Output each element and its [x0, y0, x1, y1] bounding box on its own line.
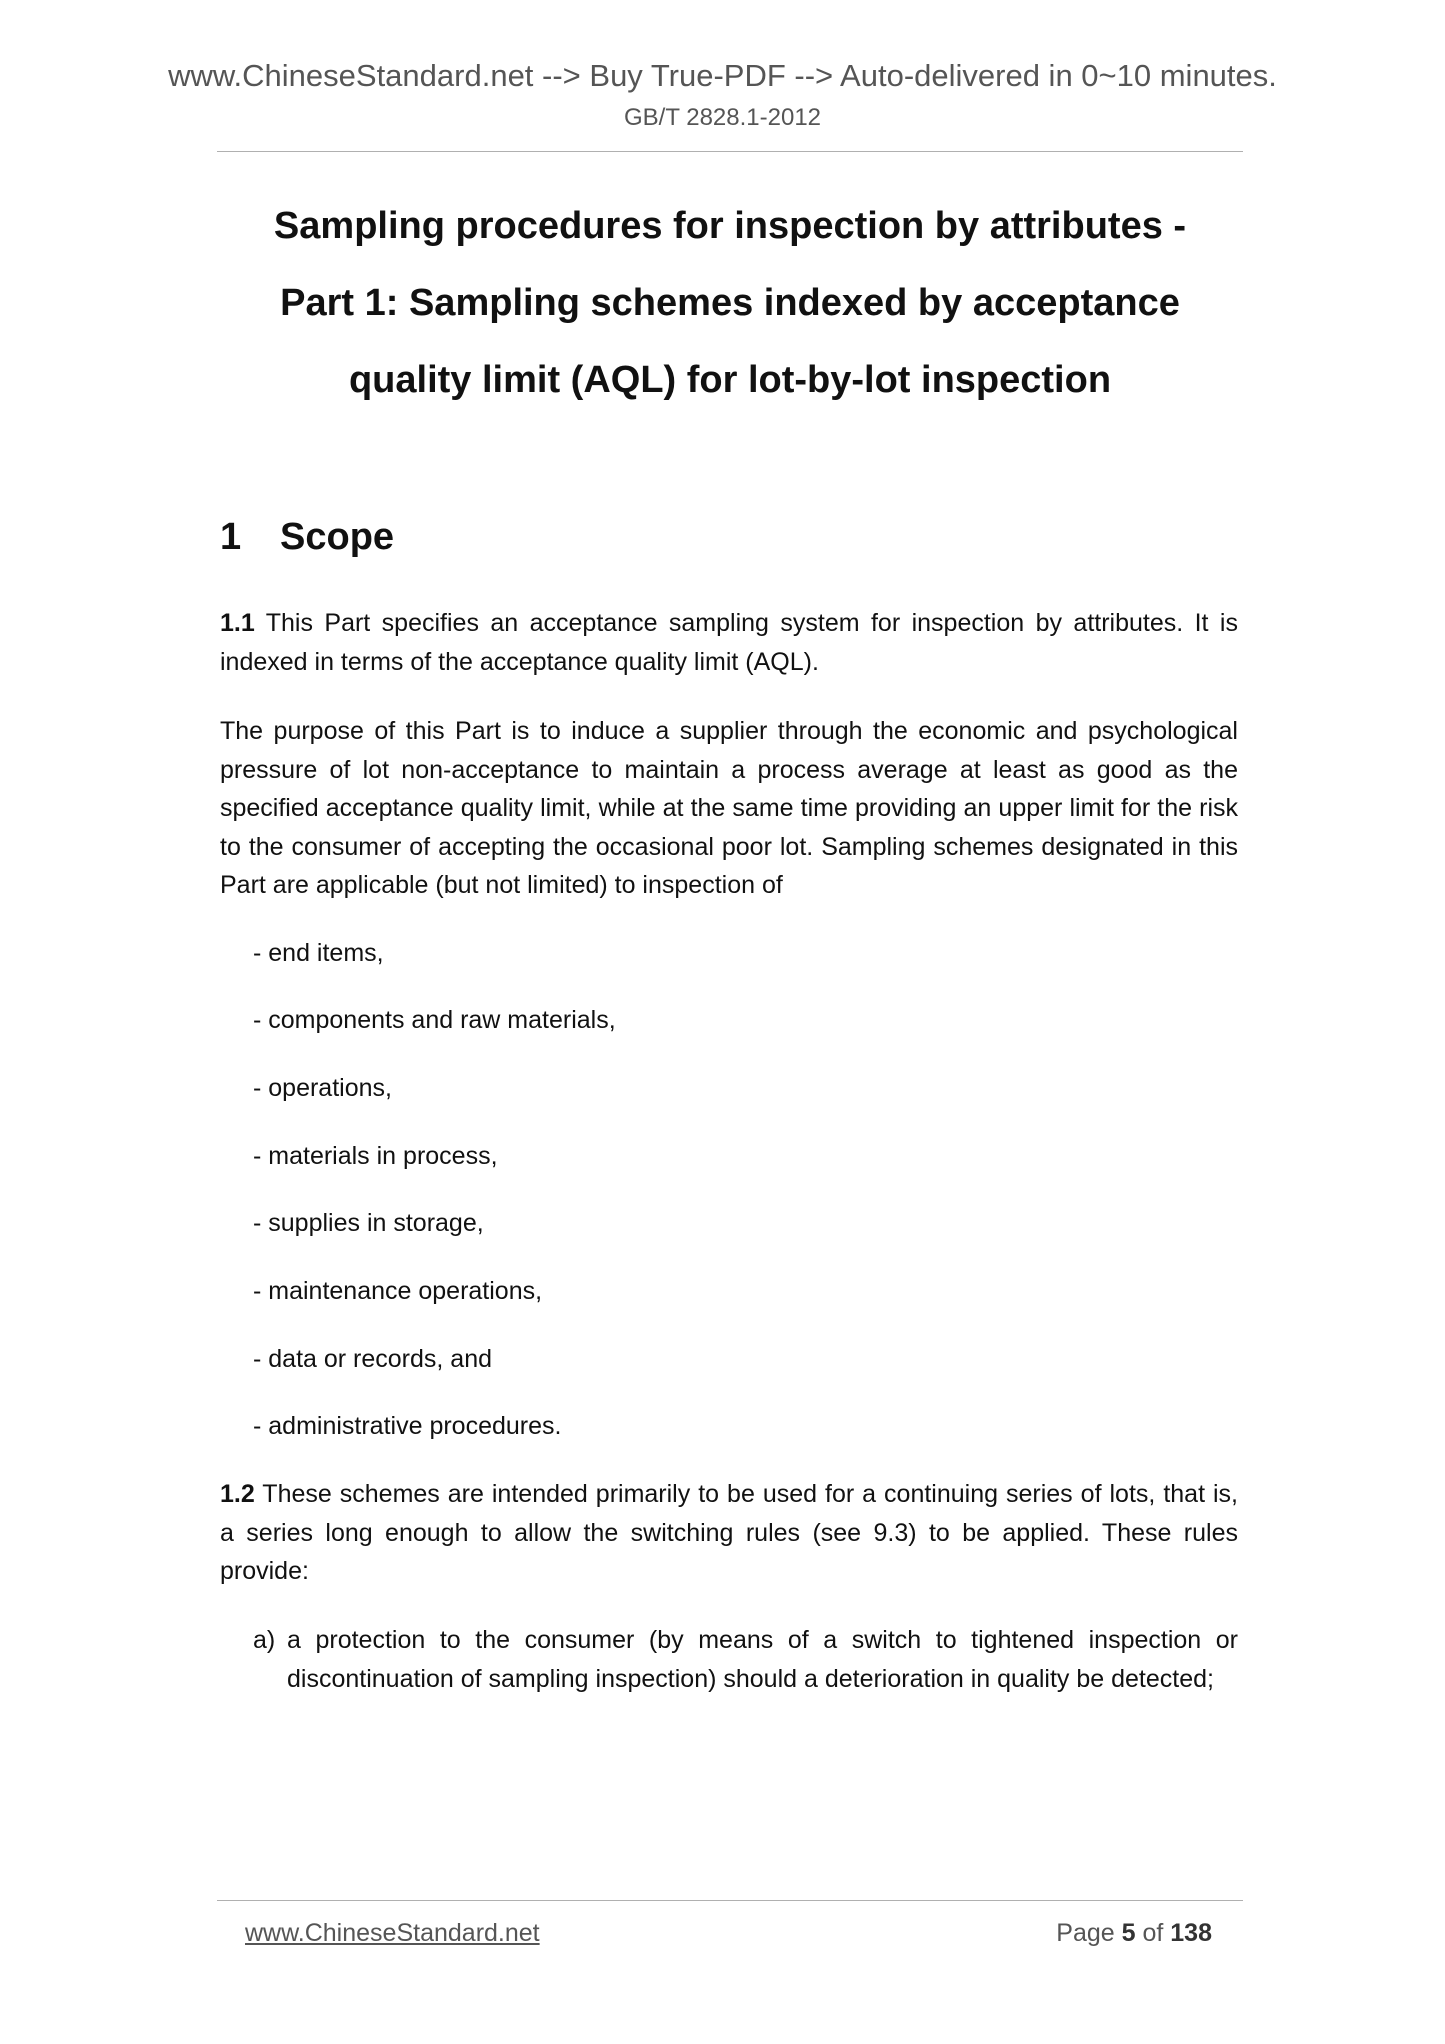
list-item: - maintenance operations, — [253, 1277, 543, 1305]
page-current: 5 — [1121, 1919, 1136, 1947]
clause-number: 1.1 — [220, 609, 255, 637]
clause-number: 1.2 — [220, 1480, 255, 1508]
title-line-2: Part 1: Sampling schemes indexed by acceptance — [280, 282, 1180, 324]
title-line-1: Sampling procedures for inspection by attributes - — [273, 205, 1187, 247]
rule-item-a — [253, 1621, 1238, 1698]
clause-1-1 — [220, 604, 1238, 681]
footer-website-link[interactable]: www.ChineseStandard.net — [245, 1919, 540, 1947]
rule-label: a) — [253, 1626, 276, 1654]
page-indicator — [1056, 1919, 1212, 1948]
rule-text: a protection to the consumer (by means of a switch to tightened inspection or discontinuation of sampling inspection) should a deterioration in quality be detected; — [287, 1626, 1238, 1693]
section-title: Scope — [280, 516, 395, 558]
list-item: - components and raw materials, — [253, 1006, 616, 1034]
standard-code: GB/T 2828.1-2012 — [623, 104, 822, 131]
section-number: 1 — [220, 516, 242, 558]
section-heading-scope — [220, 516, 394, 559]
list-item: - data or records, and — [253, 1345, 493, 1373]
list-item: - administrative procedures. — [253, 1412, 562, 1440]
page-total: 138 — [1170, 1919, 1212, 1947]
list-item: - end items, — [253, 939, 384, 967]
list-item: - materials in process, — [253, 1142, 498, 1170]
page-of: of — [1142, 1919, 1164, 1947]
header-banner: www.ChineseStandard.net --> Buy True-PDF --> Auto-delivered in 0~10 minutes. — [168, 58, 1277, 93]
footer-divider — [217, 1900, 1243, 1901]
page-prefix: Page — [1056, 1919, 1115, 1947]
list-item: - supplies in storage, — [253, 1209, 484, 1237]
purpose-paragraph: The purpose of this Part is to induce a supplier through the economic and psychological pressure of lot non-acceptance to maintain a process average at least as good as the specified acceptance quality limit, while at the same time providing an upper limit for the risk to the consumer of accepting the occasional poor lot. Sampling schemes designated in this Part are applicable (but not limited) to inspection of — [220, 717, 1238, 899]
clause-1-2 — [220, 1475, 1238, 1591]
clause-text: These schemes are intended primarily to be used for a continuing series of lots, that is, a series long enough to allow the switching rules (see 9.3) to be applied. These rules provide: — [220, 1480, 1238, 1585]
header-divider — [217, 151, 1243, 152]
list-item: - operations, — [253, 1074, 392, 1102]
document-title — [217, 188, 1243, 419]
title-line-3: quality limit (AQL) for lot-by-lot inspection — [348, 359, 1112, 401]
clause-text: This Part specifies an acceptance sampling system for inspection by attributes. It is indexed in terms of the acceptance quality limit (AQL). — [220, 609, 1238, 676]
